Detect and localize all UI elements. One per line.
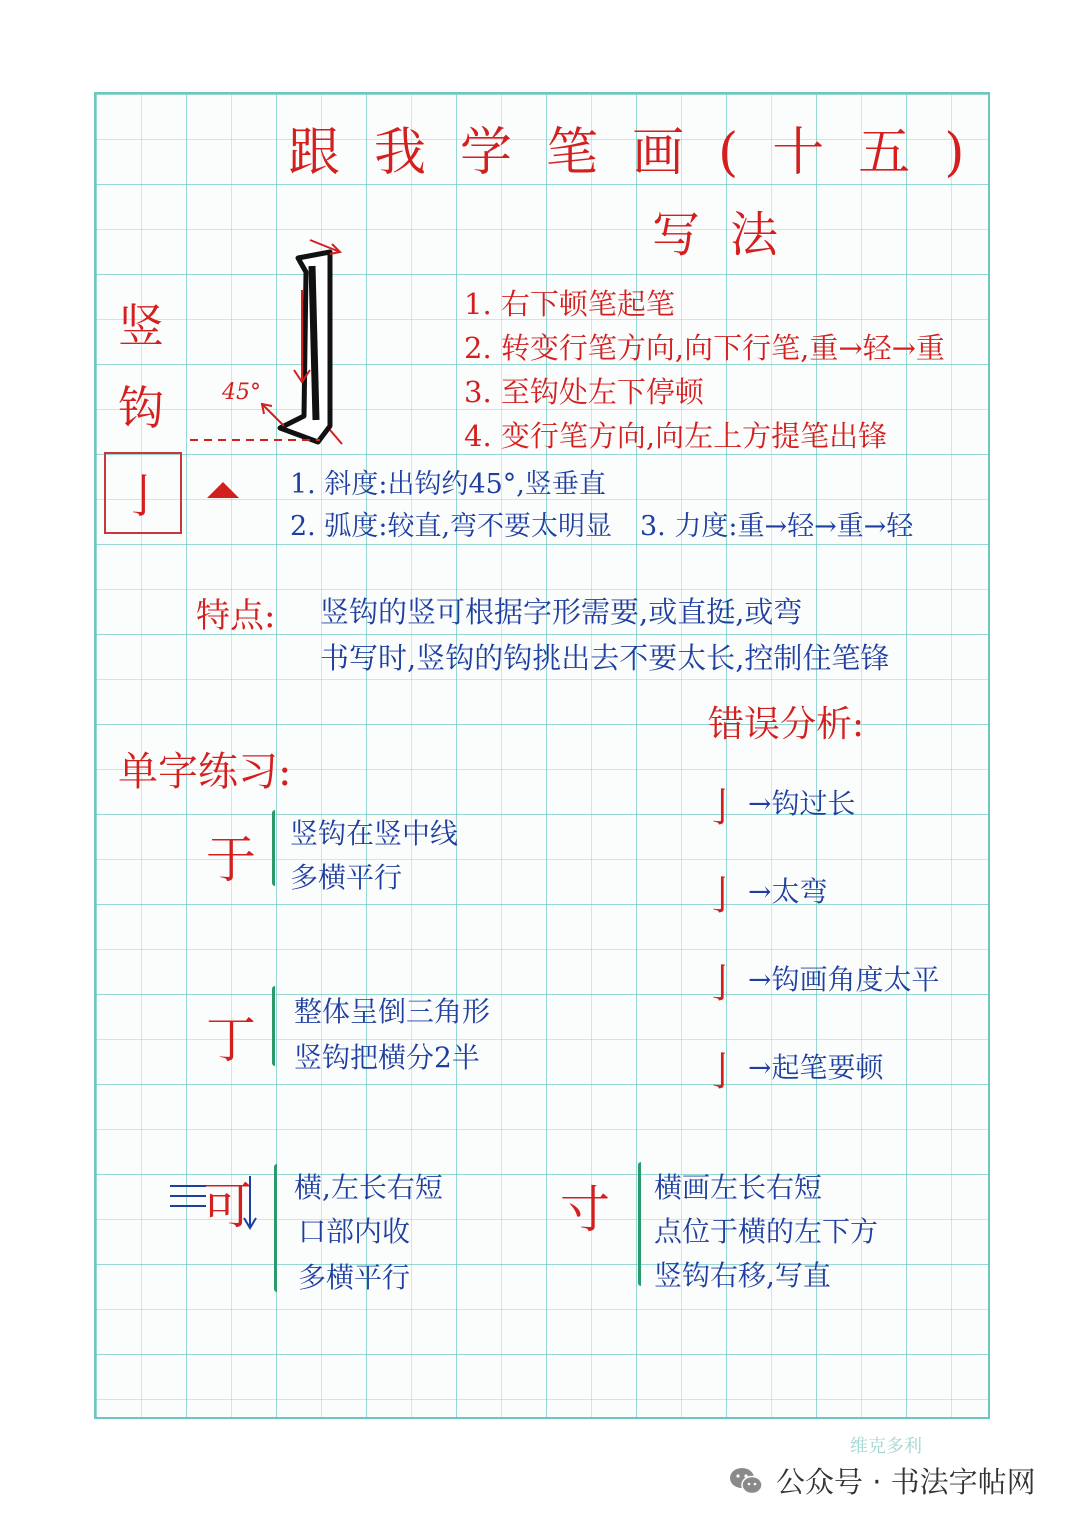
practice-1-line-2: 多横平行 [290, 861, 403, 894]
practice-3-line-1: 横,左长右短 [294, 1171, 443, 1204]
pause-arrow [330, 430, 342, 444]
step-1: 1. 右下顿笔起笔 [464, 287, 675, 321]
start-arrow [310, 240, 340, 252]
practice-2-line-1: 整体呈倒三角形 [294, 995, 491, 1028]
watermark: 维克多利 [850, 1436, 922, 1457]
practice-2-line-2: 竖钩把横分2半 [294, 1041, 480, 1074]
page-title: 跟我学笔画(十五) [288, 123, 999, 183]
practice-label: 单字练习: [118, 749, 292, 795]
boxed-stroke-glyph: 亅 [104, 452, 182, 534]
stroke-diagram [180, 230, 360, 450]
error-glyph-2: 亅 [702, 873, 742, 919]
note-slant: 1. 斜度:出钩约45°,竖垂直 [290, 469, 606, 500]
practice-char-2: 丁 [206, 1011, 256, 1069]
page-subtitle: 写法 [652, 207, 809, 263]
step-2: 2. 转变行笔方向,向下行笔,重→轻→重 [464, 331, 945, 365]
horizontal-guide-lines [166, 1164, 266, 1240]
practice-3-line-2: 口部内收 [298, 1215, 411, 1248]
practice-char-3: 可 [202, 1177, 252, 1235]
error-text-3: →钩画角度太平 [748, 963, 940, 996]
error-text-1: →钩过长 [748, 787, 856, 820]
practice-char-4: 寸 [560, 1181, 610, 1239]
stroke-outline [280, 252, 330, 442]
bracket-1 [272, 810, 275, 886]
angle-label: 45° [222, 380, 261, 405]
error-glyph-3: 亅 [702, 961, 742, 1007]
error-glyph-1: 亅 [702, 785, 742, 831]
practice-3-line-3: 多横平行 [298, 1261, 411, 1294]
triangle-marker-icon [207, 482, 239, 498]
bracket-2 [272, 986, 275, 1066]
wechat-icon [728, 1466, 764, 1496]
practice-1-line-1: 竖钩在竖中线 [290, 817, 459, 850]
features-line-2: 书写时,竖钩的钩挑出去不要太长,控制住笔锋 [320, 641, 890, 675]
step-4: 4. 变行笔方向,向左上方提笔出锋 [464, 419, 888, 453]
errors-label: 错误分析: [708, 704, 865, 745]
stroke-name: 竖钩 [118, 299, 164, 435]
bracket-4 [638, 1162, 641, 1286]
note-curve: 2. 弧度:较直,弯不要太明显 [290, 511, 613, 542]
error-text-2: →太弯 [748, 875, 828, 908]
practice-4-line-3: 竖钩右移,写直 [654, 1259, 831, 1292]
practice-char-1: 于 [206, 831, 256, 889]
practice-4-line-2: 点位于横的左下方 [654, 1215, 879, 1248]
note-force: 3. 力度:重→轻→重→轻 [640, 511, 914, 542]
bracket-3 [274, 1164, 277, 1292]
features-line-1: 竖钩的竖可根据字形需要,或直挺,或弯 [320, 595, 803, 629]
error-text-4: →起笔要顿 [748, 1051, 884, 1084]
features-label: 特点: [196, 596, 276, 636]
hook-arrow [262, 404, 284, 426]
practice-4-line-1: 横画左长右短 [654, 1171, 823, 1204]
footer-text: 公众号 · 书法字帖网 [776, 1465, 1036, 1499]
step-3: 3. 至钩处左下停顿 [464, 375, 704, 409]
stroke-shade [312, 266, 316, 420]
footer-credit [728, 1460, 1036, 1501]
error-glyph-4: 亅 [702, 1049, 742, 1095]
